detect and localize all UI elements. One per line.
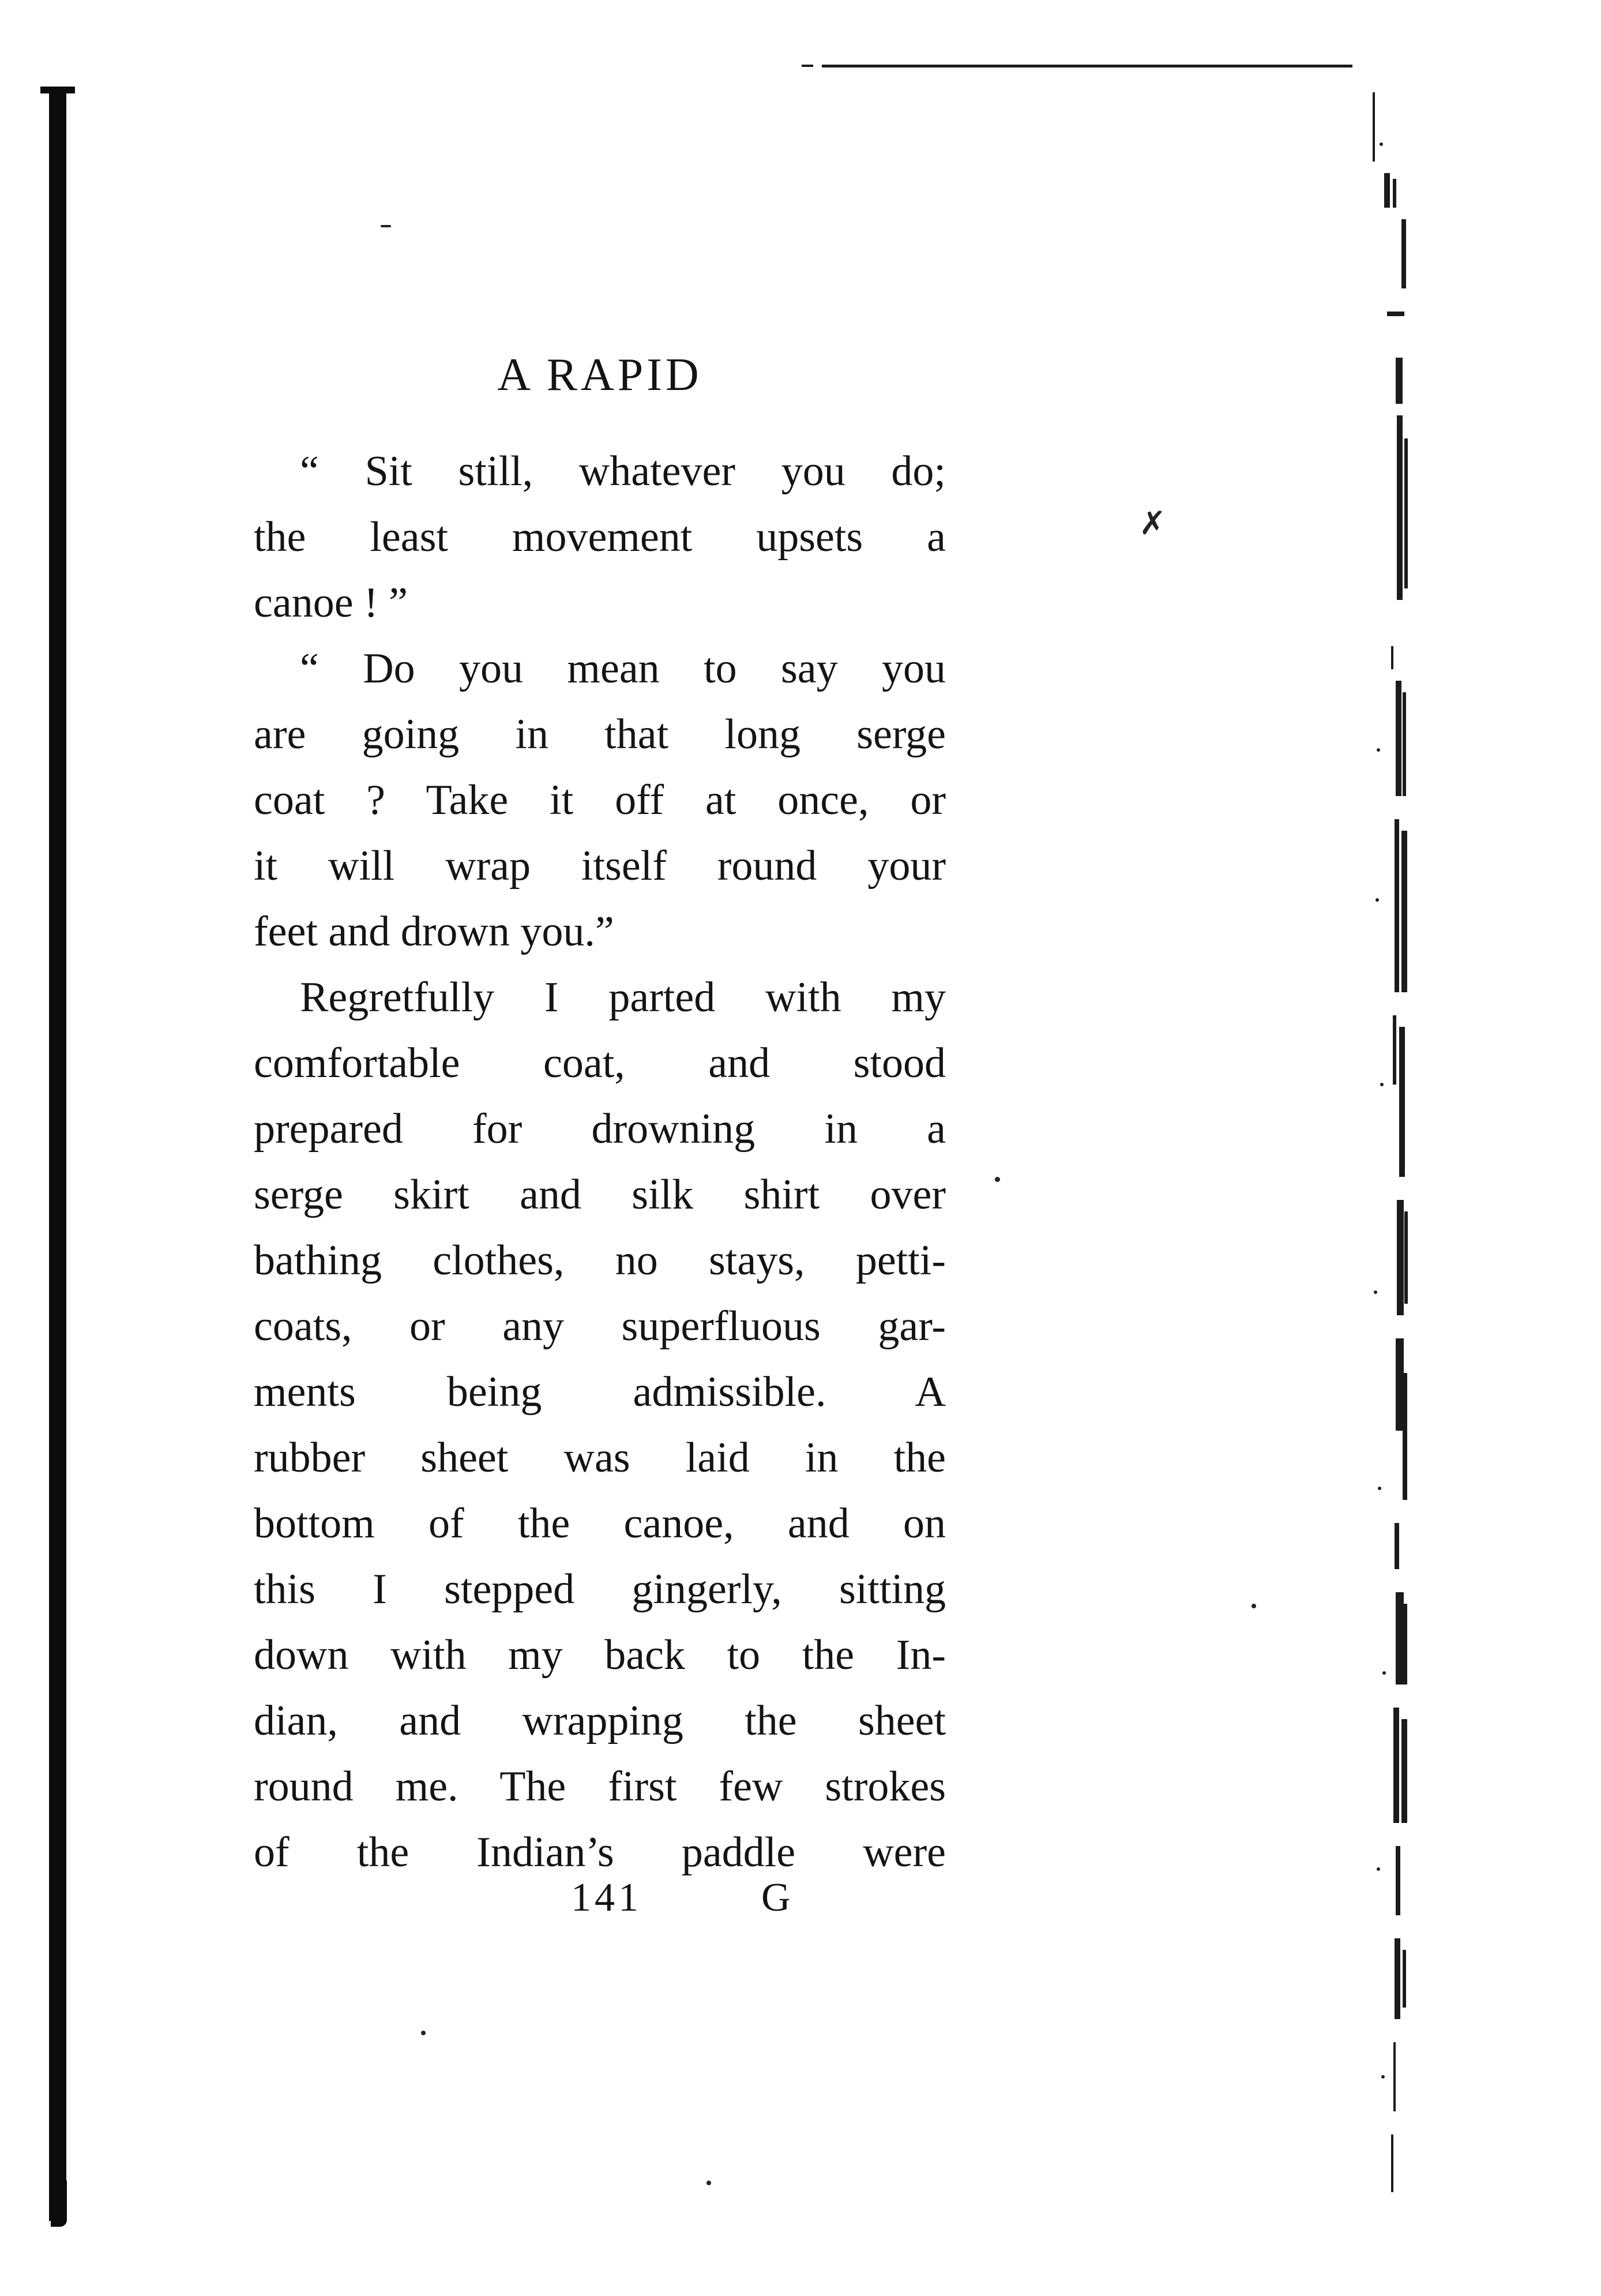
text-line: feet and drown you.” (254, 908, 614, 955)
text-line: the least movement upsets a (254, 513, 946, 561)
page-title: A RAPID (497, 350, 702, 400)
text-line: coat ? Take it off at once, or (254, 776, 946, 824)
text-line: are going in that long serge (254, 711, 946, 758)
scan-speck (995, 1177, 1000, 1182)
text-line: canoe ! ” (254, 579, 408, 626)
text-line: coats, or any superfluous gar- (254, 1303, 946, 1350)
top-rule-tick (802, 65, 813, 67)
text-line: this I stepped gingerly, sitting (254, 1566, 946, 1613)
signature-mark: G (761, 1875, 791, 1920)
text-line: prepared for drowning in a (254, 1105, 946, 1153)
text-line: “ Do you mean to say you (300, 645, 946, 692)
text-line: rubber sheet was laid in the (254, 1434, 946, 1481)
top-rule (822, 65, 1352, 67)
text-line: it will wrap itself round your (254, 842, 946, 890)
text-line: Regretfully I parted with my (300, 974, 946, 1021)
binding-edge-foot (51, 2181, 67, 2227)
text-line: comfortable coat, and stood (254, 1040, 946, 1087)
scan-speck (1252, 1604, 1256, 1608)
binding-edge (49, 87, 66, 2221)
text-line: round me. The first few strokes (254, 1763, 946, 1810)
text-line: “ Sit still, whatever you do; (300, 448, 946, 495)
scan-speck (706, 2181, 711, 2185)
scan-edge-noise (1361, 69, 1488, 2215)
text-line: ments being admissible. A (254, 1368, 946, 1416)
text-line: bottom of the canoe, and on (254, 1500, 946, 1547)
page-number: 141 (571, 1875, 642, 1920)
scan-speck (421, 2031, 426, 2035)
body-text (254, 438, 946, 1885)
text-line: down with my back to the In- (254, 1631, 946, 1679)
margin-mark: ✗ (1139, 506, 1166, 542)
scan-speck (381, 225, 391, 227)
text-line: dian, and wrapping the sheet (254, 1697, 946, 1744)
text-line: of the Indian’s paddle were (254, 1829, 946, 1876)
text-line: serge skirt and silk shirt over (254, 1171, 946, 1218)
text-line: bathing clothes, no stays, petti- (254, 1237, 946, 1284)
